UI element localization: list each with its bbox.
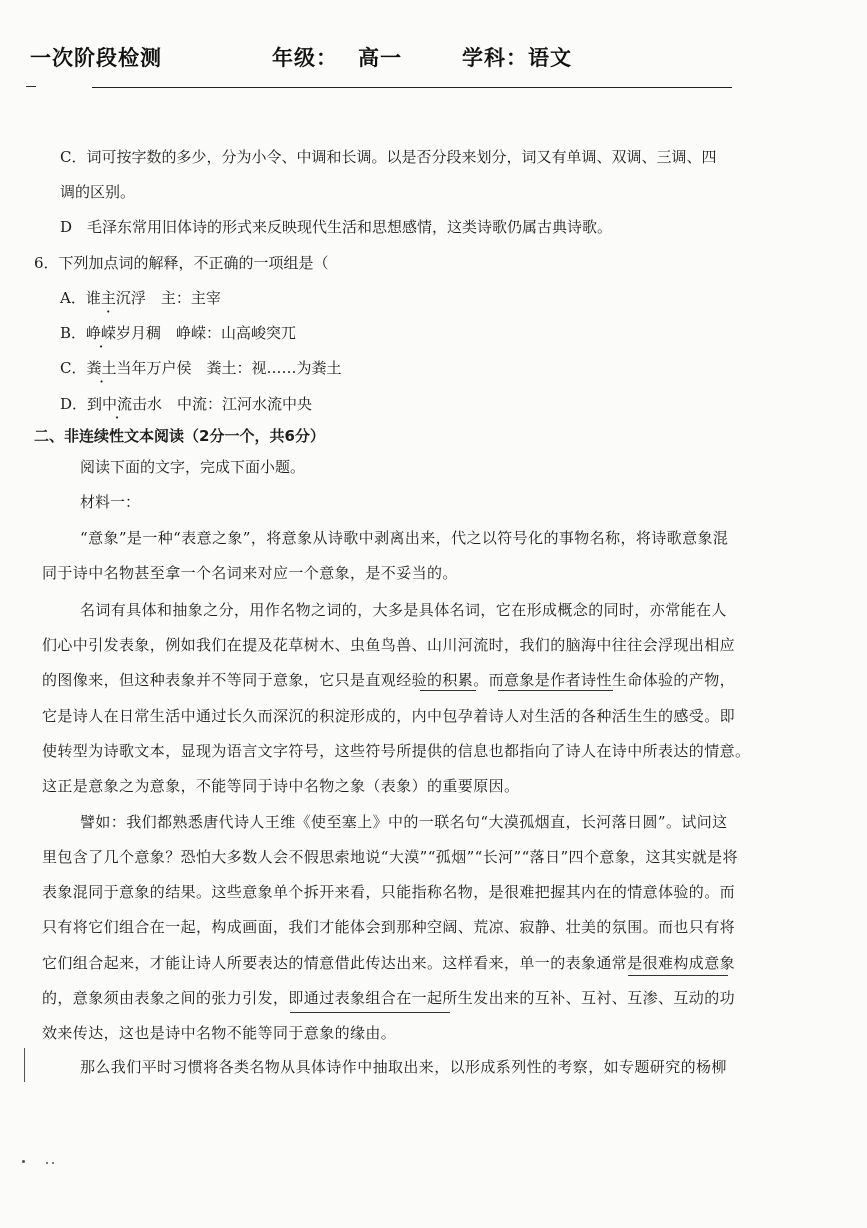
passage-line-1: “意象”是一种“表意之象”，将意象从诗歌中剥离出来，代之以符号化的事物名称，将诗歌意象混 <box>80 529 729 547</box>
passage-line-8: 这正是意象之为意象，不能等同于诗中名物之象（表象）的重要原因。 <box>42 777 520 795</box>
q5-option-c-line2: 调的区别。 <box>60 183 136 201</box>
subject-label: 学科：语文 <box>462 46 572 70</box>
q6-c-dotted: 粪土 <box>86 359 117 377</box>
passage-line-4: 们心中引发表象，例如我们在提及花草树木、虫鱼鸟兽、山川河流时，我们的脑海中往往会浮现出相应 <box>42 636 736 654</box>
section2-title: 二、非连续性文本阅读（2分一个，共6分） <box>34 427 325 445</box>
handwritten-underline-3 <box>628 975 728 976</box>
passage-line-11: 表象混同于意象的结果。这些意象单个拆开来看，只能指称名物，是很难把握其内在的情意体验的。而 <box>42 883 736 901</box>
q6-stem: 6．下列加点词的解释，不正确的一项组是（ <box>34 254 329 272</box>
q6-d-suffix: 击水 中流：江河水流中央 <box>132 395 313 413</box>
q6-option-c <box>60 361 342 376</box>
corner-mark <box>26 86 36 87</box>
q6-d-dotted: 中流 <box>102 395 133 413</box>
header-rule <box>92 87 732 88</box>
q6-b-dotted: 峥嵘 <box>86 324 117 342</box>
q5-option-d: D 毛泽东常用旧体诗的形式来反映现代生活和思想感情，这类诗歌仍属古典诗歌。 <box>60 218 613 236</box>
exam-title: 一次阶段检测 <box>30 46 162 70</box>
scan-speck <box>52 1162 54 1164</box>
q6-option-d <box>60 397 312 412</box>
grade-label: 年级： <box>272 46 338 70</box>
q6-a-dotted: 主 <box>100 289 116 307</box>
handwritten-underline-1 <box>420 690 476 691</box>
passage-line-10: 里包含了几个意象？恐怕大多数人会不假思索地说“大漠”“孤烟”“长河”“落日”四个意象，这其实就是将 <box>42 848 738 866</box>
handwritten-underline-2 <box>498 690 613 691</box>
margin-mark <box>24 1048 25 1082</box>
q6-a-prefix: A．谁 <box>60 289 101 307</box>
passage-line-5: 的图像来，但这种表象并不等同于意象，它只是直观经验的积累。而意象是作者诗性生命体验的产物， <box>42 671 736 689</box>
passage-line-13: 它们组合起来，才能让诗人所要表达的情意借此传达出来。这样看来，单一的表象通常是很难构成意象 <box>42 954 736 972</box>
q6-b-suffix: 岁月稠 峥嵘：山高峻突兀 <box>116 324 297 342</box>
grade-value: 高一 <box>358 46 402 70</box>
q6-a-suffix: 沉浮 主：主宰 <box>115 289 221 307</box>
passage-line-7: 使转型为诗歌文本，显现为语言文字符号，这些符号所提供的信息也都指向了诗人在诗中所表达的情意。 <box>42 742 751 760</box>
material-1-label: 材料一： <box>80 493 141 511</box>
scan-speck <box>22 1160 25 1163</box>
passage-line-6: 它是诗人在日常生活中通过长久而深沉的积淀形成的，内中包孕着诗人对生活的各种活生生的感受。即 <box>42 707 736 725</box>
handwritten-underline-4 <box>290 1012 450 1013</box>
exam-header <box>30 42 790 82</box>
passage-line-16: 那么我们平时习惯将各类名物从具体诗作中抽取出来，以形成系列性的考察，如专题研究的杨柳 <box>80 1058 727 1076</box>
q6-c-suffix: 当年万户侯 粪土：视……为粪土 <box>116 359 342 377</box>
q6-b-prefix: B． <box>60 324 87 342</box>
passage-line-12: 只有将它们组合在一起，构成画面，我们才能体会到那种空阔、荒凉、寂静、壮美的氛围。而也只有将 <box>42 918 736 936</box>
q6-d-prefix: D．到 <box>60 395 103 413</box>
section2-instruction: 阅读下面的文字，完成下面小题。 <box>80 458 306 476</box>
q6-option-a <box>60 291 221 306</box>
q6-c-prefix: C． <box>60 359 87 377</box>
passage-line-15: 效来传达，这也是诗中名物不能等同于意象的缘由。 <box>42 1024 397 1042</box>
q6-option-b <box>60 326 296 341</box>
scan-speck <box>46 1162 48 1164</box>
q5-option-c-line1: C．词可按字数的多少，分为小令、中调和长调。以是否分段来划分，词又有单调、双调、三调、四 <box>60 148 717 166</box>
passage-line-3: 名词有具体和抽象之分，用作名物之词的，大多是具体名词，它在形成概念的同时，亦常能在人 <box>80 601 727 619</box>
passage-line-9: 譬如：我们都熟悉唐代诗人王维《使至塞上》中的一联名句“大漠孤烟直，长河落日圆”。试问这 <box>80 813 728 831</box>
passage-line-2: 同于诗中名物甚至拿一个名词来对应一个意象，是不妥当的。 <box>42 564 458 582</box>
passage-line-14: 的，意象须由表象之间的张力引发，即通过表象组合在一起所生发出来的互补、互衬、互渗、互动的功 <box>42 989 736 1007</box>
